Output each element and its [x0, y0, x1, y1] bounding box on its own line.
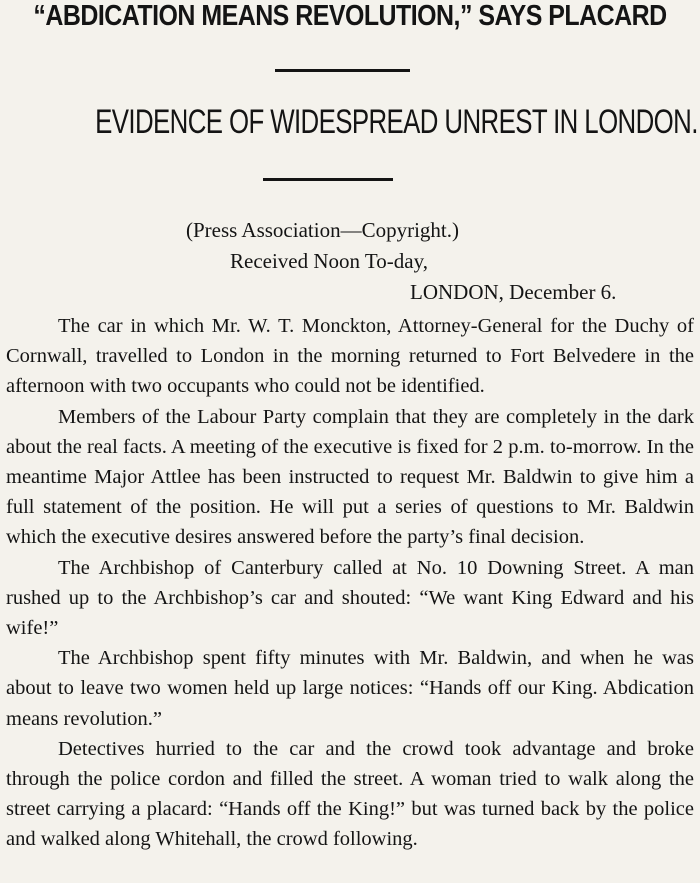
dateline: LONDON, December 6.	[410, 280, 617, 304]
paragraph: The car in which Mr. W. T. Monckton, Attorney-General for the Duchy of Cornwall, travelled to London in the morning returned to Fort Belvedere in the afternoon with two occupants who could not be identified.	[6, 315, 694, 398]
article-body	[6, 311, 694, 855]
paragraph: The Archbishop of Canterbury called at No. 10 Downing Street. A man rushed up to the Archbishop’s car and shouted: “We want King Edward and his wife!”	[6, 556, 694, 640]
paragraph: The Archbishop spent fifty minutes with Mr. Baldwin, and when he was about to leave two women held up large notices: “Hands off our King. Abdication means revolution.”	[6, 647, 694, 730]
subheadline-text: EVIDENCE OF WIDESPREAD UNREST IN LONDON.	[95, 103, 698, 141]
received-time: Received Noon To-day,	[230, 249, 428, 273]
rule-divider	[275, 69, 410, 72]
press-credit: (Press Association—Copyright.)	[186, 218, 459, 242]
paragraph: Detectives hurried to the car and the crowd took advantage and broke through the police cordon and filled the street. A woman tried to walk along the street carrying a placard: “Hands off the King!” but was turned back by the police and walked along Whitehall, the crowd following.	[6, 737, 694, 851]
headline: “ABDICATION MEANS REVOLUTION,” SAYS PLACARD	[33, 0, 667, 32]
paragraph: Members of the Labour Party complain that they are completely in the dark about the real facts. A meeting of the executive is fixed for 2 p.m. to-morrow. In the meantime Major Attlee has been instructed to request Mr. Baldwin to give him a full statement of the position. He will put a series of questions to Mr. Baldwin which the executive desires answered before the party’s final decision.	[6, 405, 694, 549]
subheadline	[0, 103, 700, 142]
rule-divider	[263, 178, 393, 181]
